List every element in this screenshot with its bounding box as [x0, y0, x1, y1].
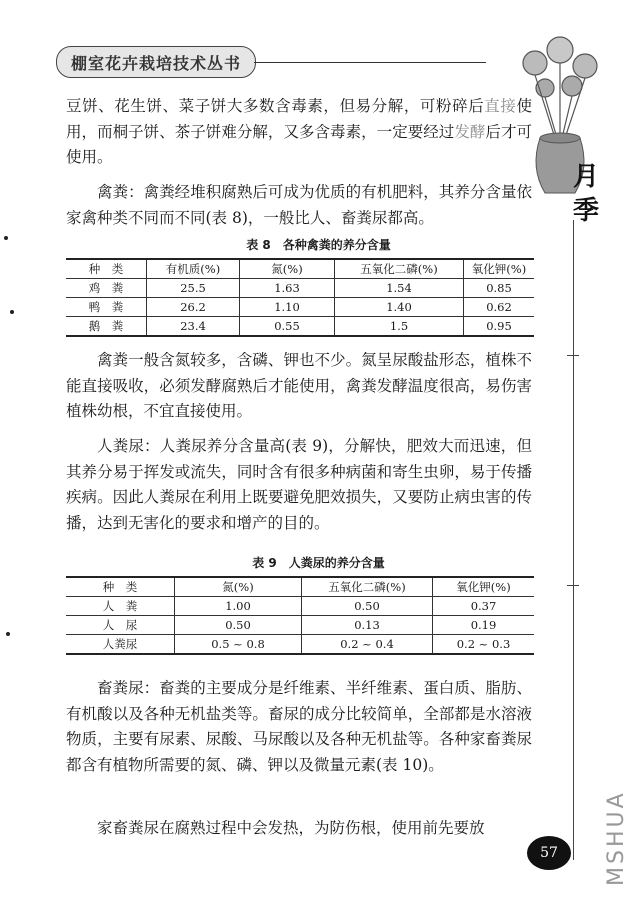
table-header-cell: 五氧化二磷(%) [335, 259, 464, 279]
paragraph-6: 家畜粪尿在腐熟过程中会发热，为防伤根，使用前先要放 [97, 819, 485, 837]
table-row [66, 597, 534, 616]
table-cell: 25.5 [147, 279, 240, 298]
table-9 [66, 576, 534, 655]
table-header-cell: 种 类 [66, 577, 175, 597]
table-cell: 鸡 粪 [66, 279, 147, 298]
table-header-cell: 氧化钾(%) [433, 577, 535, 597]
table-cell: 1.40 [335, 298, 464, 317]
table-8 [66, 258, 534, 337]
table-cell: 0.55 [240, 317, 335, 337]
table-header-cell: 氮(%) [240, 259, 335, 279]
table-cell: 1.00 [175, 597, 302, 616]
paragraph-3: 禽粪一般含氮较多，含磷、钾也不少。氮呈尿酸盐形态，植株不能直接吸收，必须发酵腐熟后才能使用，禽粪发酵温度很高，易伤害植株幼根，不宜直接使用。 [66, 351, 532, 420]
table-row [66, 298, 534, 317]
table-cell: 1.54 [335, 279, 464, 298]
table-cell: 鸭 粪 [66, 298, 147, 317]
side-rule [573, 220, 574, 860]
series-title: 棚室花卉栽培技术丛书 [56, 46, 256, 78]
table-header-cell: 氮(%) [175, 577, 302, 597]
table-cell: 23.4 [147, 317, 240, 337]
month-tab: 月季 [572, 162, 599, 226]
table-cell: 0.13 [302, 616, 433, 635]
header-rule [254, 62, 486, 63]
table-8-caption: 表 8 各种禽粪的养分含量 [246, 238, 391, 252]
margin-dot [6, 632, 10, 636]
table-cell: 0.95 [464, 317, 535, 337]
table-cell: 0.2 ~ 0.3 [433, 635, 535, 655]
table-cell: 人粪尿 [66, 635, 175, 655]
table-row [66, 279, 534, 298]
paragraph-2: 禽粪：禽粪经堆积腐熟后可成为优质的有机肥料，其养分含量依家禽种类不同而不同(表 8)，一般比人、畜粪尿都高。 [66, 183, 532, 227]
table-cell: 1.10 [240, 298, 335, 317]
table-cell: 人 尿 [66, 616, 175, 635]
table-cell: 鹅 粪 [66, 317, 147, 337]
table-cell: 0.62 [464, 298, 535, 317]
table-cell: 0.2 ~ 0.4 [302, 635, 433, 655]
table-header-row [66, 259, 534, 279]
table-cell: 26.2 [147, 298, 240, 317]
table-row [66, 317, 534, 337]
table-row [66, 635, 534, 655]
table-header-cell: 种 类 [66, 259, 147, 279]
table-header-cell: 有机质(%) [147, 259, 240, 279]
table-cell: 0.50 [302, 597, 433, 616]
paragraph-4: 人粪尿：人粪尿养分含量高(表 9)，分解快，肥效大而迅速，但其养分易于挥发或流失，同时含有很多种病菌和寄生虫卵，易于传播疾病。因此人粪尿在利用上既要避免肥效损失，又要防止病虫害的传播，达到无害化的要求和增产的目的。 [66, 437, 532, 532]
paragraph-1: 豆饼、花生饼、菜子饼大多数含毒素，但易分解，可粉碎后直接使用，而桐子饼、茶子饼难分解，又多含毒素，一定要经过发酵后才可使用。 [66, 97, 532, 166]
side-tick [567, 355, 579, 356]
paragraph-5: 畜粪尿：畜粪的主要成分是纤维素、半纤维素、蛋白质、脂肪、有机酸以及各种无机盐类等。畜尿的成分比较简单，全部都是水溶液物质，主要有尿素、尿酸、马尿酸以及各种无机盐等。各种家畜粪尿都含有植物所需要的氮、磷、钾以及微量元素(表 10)。 [66, 679, 532, 774]
page-number: 57 [527, 836, 571, 870]
table-cell: 0.5 ~ 0.8 [175, 635, 302, 655]
table-cell: 0.19 [433, 616, 535, 635]
watermark: MSHUA [604, 790, 629, 886]
table-cell: 0.85 [464, 279, 535, 298]
table-header-row [66, 577, 534, 597]
table-cell: 1.63 [240, 279, 335, 298]
table-9-caption: 表 9 人粪尿的养分含量 [252, 556, 385, 570]
table-header-cell: 五氧化二磷(%) [302, 577, 433, 597]
side-tick [567, 585, 579, 586]
table-row [66, 616, 534, 635]
margin-dot [10, 310, 14, 314]
table-cell: 1.5 [335, 317, 464, 337]
table-cell: 0.50 [175, 616, 302, 635]
table-header-cell: 氧化钾(%) [464, 259, 535, 279]
table-cell: 人 粪 [66, 597, 175, 616]
table-cell: 0.37 [433, 597, 535, 616]
